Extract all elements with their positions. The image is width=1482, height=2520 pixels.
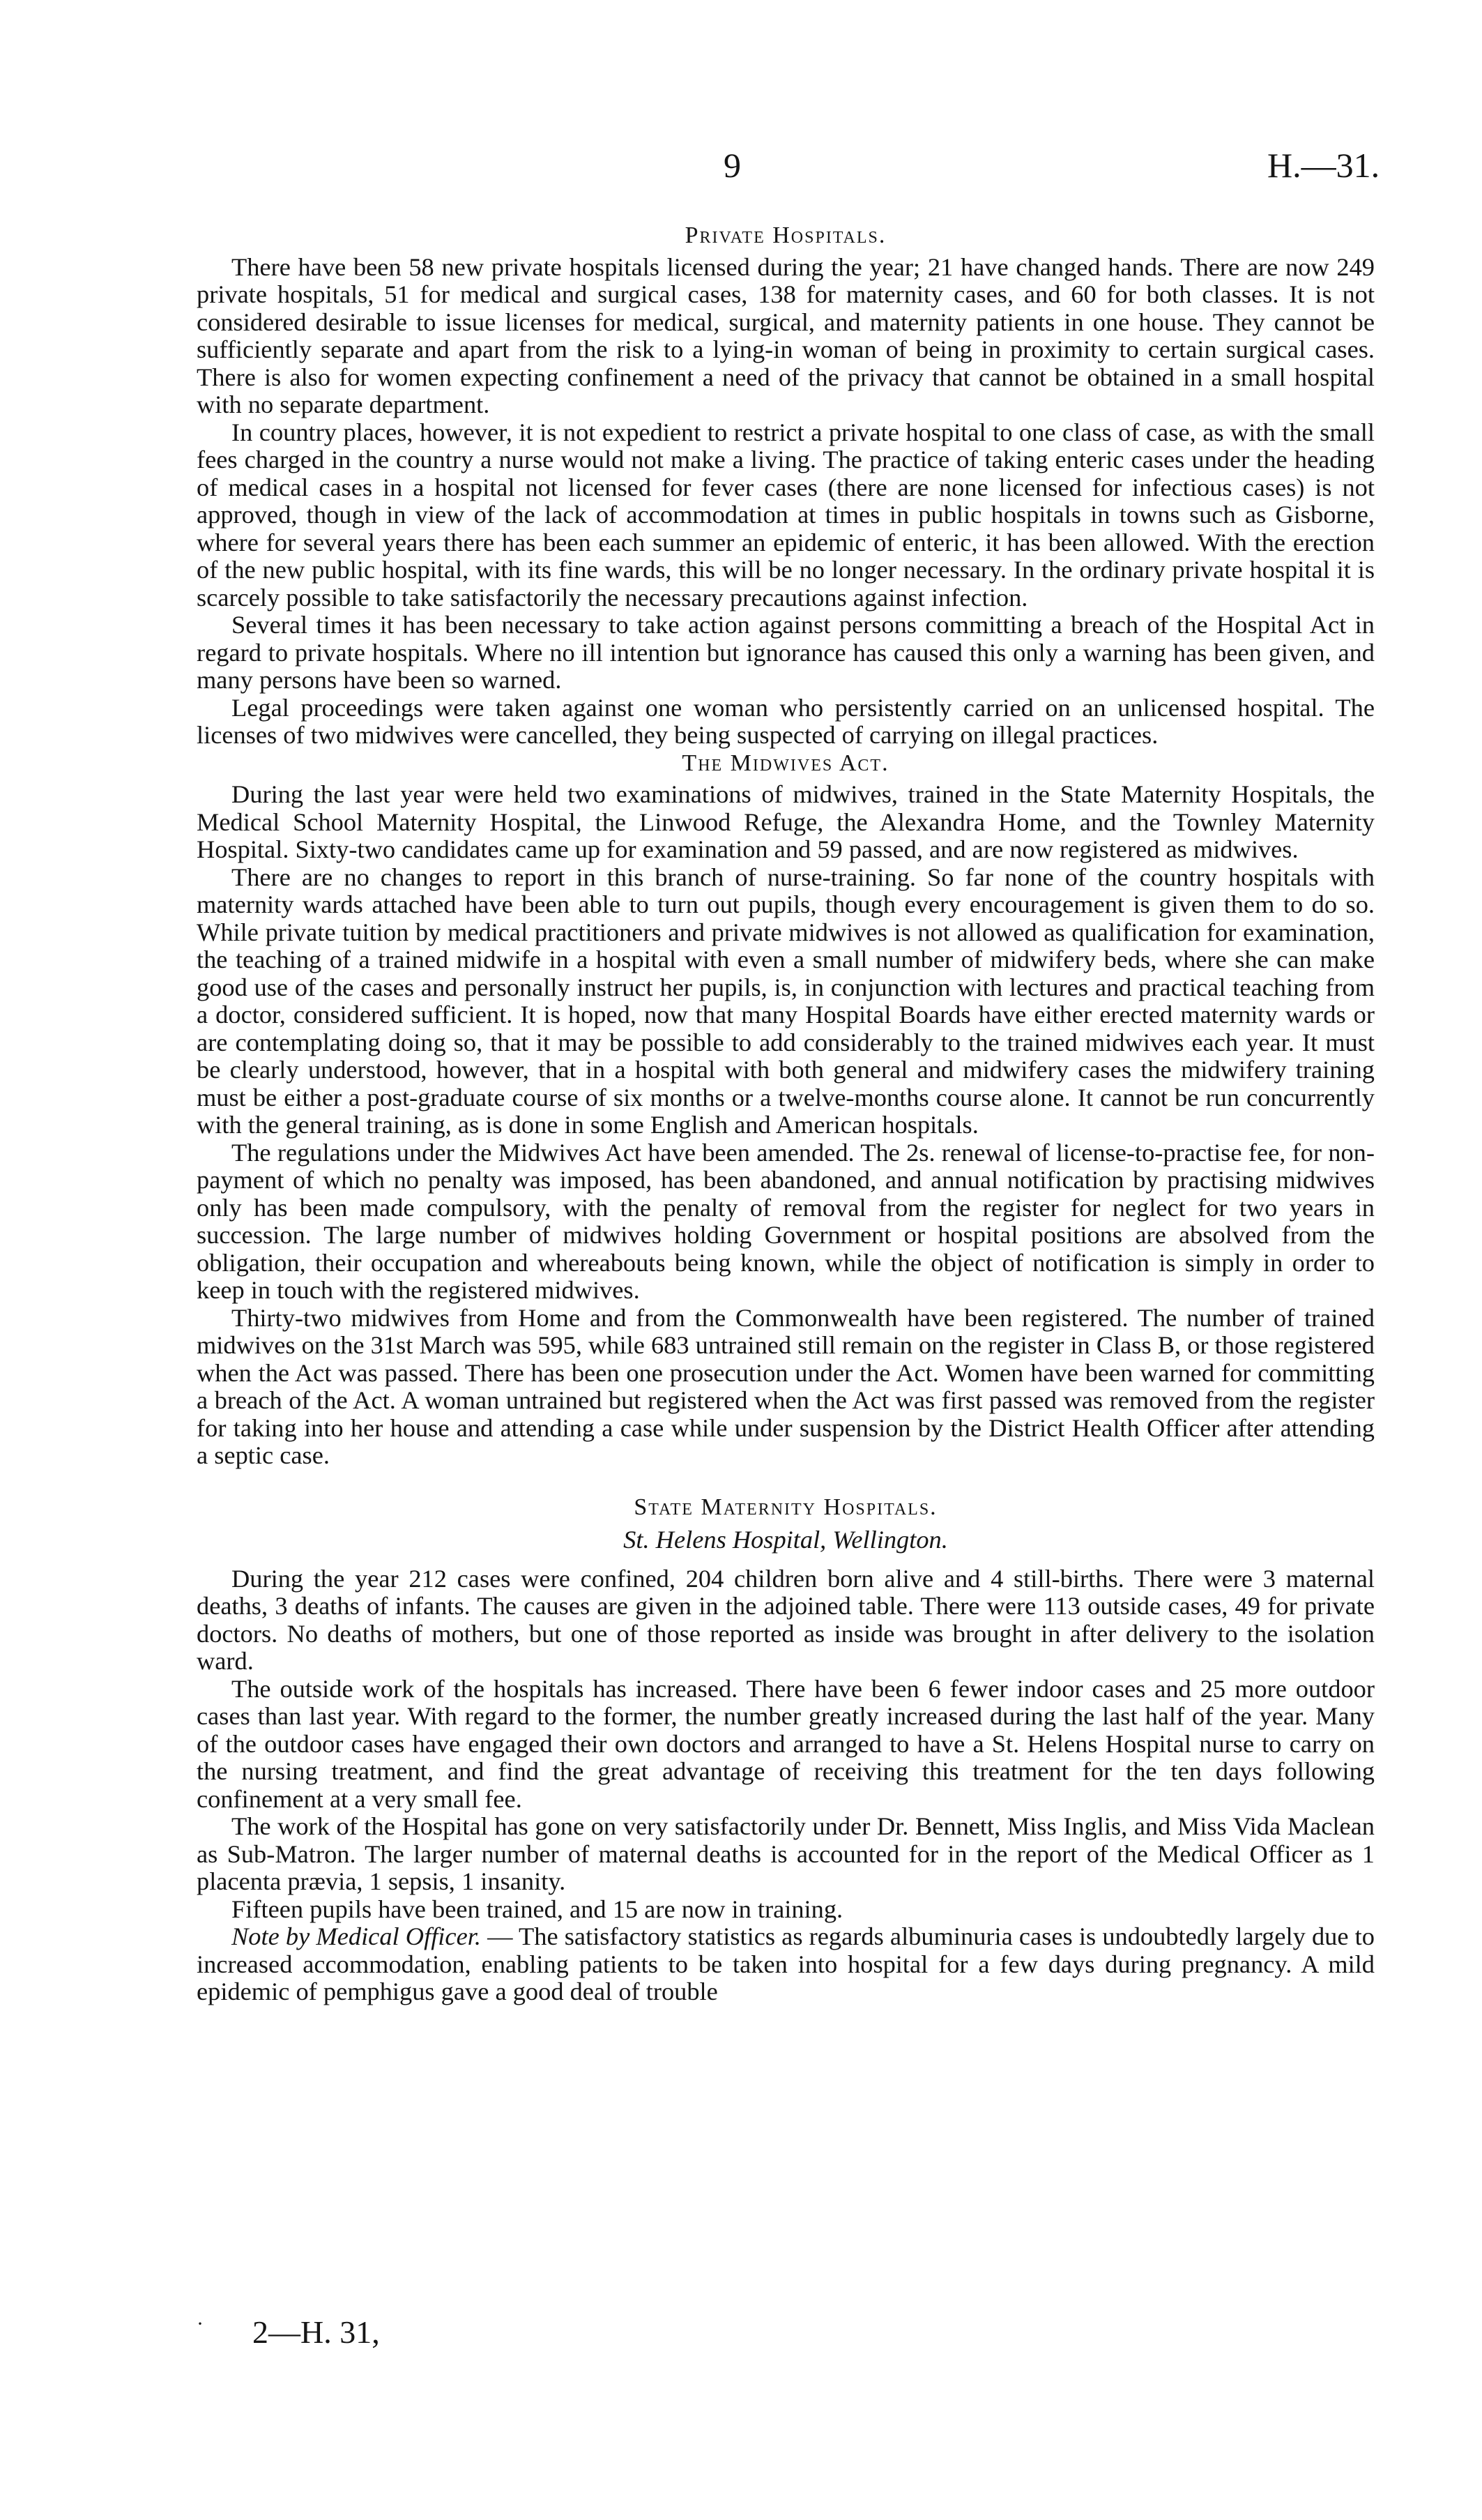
subheading-st-helens: St. Helens Hospital, Wellington. [623, 1526, 948, 1554]
paragraph: The regulations under the Midwives Act have been amended. The 2s. renewal of license-to-practise fee, for non-payment of which no penalty was imposed, has been abandoned, and annual notification by practising midwives only has been made compulsory, with the penalty of removal from the register for neglect for two years in succession. The large number of midwives holding Government or hospital positions are absolved from the obligation, their occupation and whereabouts being known, while the object of notification is simply in order to keep in touch with the registered midwives. [197, 1138, 1375, 1304]
paragraph: During the last year were held two examinations of midwives, trained in the State Maternity Hospitals, the Medical School Maternity Hospital, the Linwood Refuge, the Alexandra Home, and the Townley Maternity Hospital. Sixty-two candidates came up for examination and 59 passed, and are now registered as midwives. [197, 780, 1375, 863]
document-reference: H.—31. [1267, 146, 1380, 185]
note-text: — The satisfactory statistics as regards albuminuria cases is undoubtedly largely due to increased accommodation, enabling patients to be taken into hospital for a few days during pregnancy. A mild epidemic of pemphigus gave a good deal of trouble [197, 1922, 1375, 2005]
paragraph: Legal proceedings were taken against one woman who persistently carried on an unlicensed hospital. The licenses of two midwives were cancelled, they being suspected of carrying on illegal practices. [197, 693, 1375, 749]
paragraph: In country places, however, it is not expedient to restrict a private hospital to one class of case, as with the small fees charged in the country a nurse would not make a living. The practice of taking enteric cases under the heading of medical cases in a hospital not licensed for fever cases (there are none licensed for infectious cases) is not approved, though in view of the lack of accommodation at times in public hospitals in towns such as Gisborne, where for several years there has been each summer an epidemic of enteric, it has been allowed. With the erection of the new public hospital, with its fine wards, this will be no longer necessary. In the ordinary private hospital it is scarcely possible to take satisfactorily the necessary precautions against infection. [197, 418, 1375, 612]
page-number: 9 [724, 146, 741, 185]
paragraph: The work of the Hospital has gone on very satisfactorily under Dr. Bennett, Miss Inglis, and Miss Vida Maclean as Sub-Matron. The larger number of maternal deaths is accounted for in the report of the Medical Officer as 1 placenta prævia, 1 sepsis, 1 insanity. [197, 1812, 1375, 1895]
paragraph: The outside work of the hospitals has increased. There have been 6 fewer indoor cases and 25 more outdoor cases than last year. With regard to the former, the number greatly increased during the last half of the year. Many of the outdoor cases have engaged their own doctors and arranged to have a St. Helens Hospital nurse to carry on the nursing treatment, and find the great advantage of receiving this treatment for the ten days following confinement at a very small fee. [197, 1674, 1375, 1813]
note-label: Note by Medical Officer. [231, 1922, 481, 1950]
document-body [197, 222, 1375, 2006]
paragraph: There are no changes to report in this branch of nurse-training. So far none of the country hospitals with maternity wards attached have been able to turn out pupils, though every encouragement is given them to do so. While private tuition by medical practitioners and private midwives is not allowed as qualification for examination, the teaching of a trained midwife in a hospital with even a small number of midwifery beds, where she can make good use of the cases and personally instruct her pupils, is, in conjunction with lectures and practical teaching from a doctor, considered sufficient. It is hoped, now that many Hospital Boards have either erected maternity wards or are contemplating doing so, that it may be possible to add considerably to the trained midwives each year. It must be clearly understood, however, that in a hospital with both general and midwifery cases the midwifery training must be either a post-graduate course of six months or a twelve-months course alone. It cannot be run concurrently with the general training, as is done in some English and American hospitals. [197, 863, 1375, 1139]
note-paragraph [197, 1923, 1375, 2006]
footer-mark: · [197, 2312, 204, 2335]
paragraph: There have been 58 new private hospitals licensed during the year; 21 have changed hands. There are now 249 private hospitals, 51 for medical and surgical cases, 138 for maternity cases, and 60 for both classes. It is not considered desirable to issue licenses for medical, surgical, and maternity patients in one house. They cannot be sufficiently separate and apart from the risk to a lying-in woman of being in proximity to certain surgical cases. There is also for women expecting confinement a need of the privacy that cannot be obtained in a small hospital with no separate department. [197, 252, 1375, 418]
paragraph: Thirty-two midwives from Home and from the Commonwealth have been registered. The number of trained midwives on the 31st March was 595, while 683 untrained still remain on the register in Class B, or those registered when the Act was passed. There has been one prosecution under the Act. Women have been warned for committing a breach of the Act. A woman untrained but registered when the Act was first passed was removed from the register for taking into her house and attending a case while under suspension by the District Health Officer after attending a septic case. [197, 1303, 1375, 1469]
section-heading-private-hospitals: Private Hospitals. [685, 222, 887, 248]
footer-signature: 2—H. 31, [252, 2314, 380, 2350]
paragraph: During the year 212 cases were confined, 204 children born alive and 4 still-births. There were 3 maternal deaths, 3 deaths of infants. The causes are given in the adjoined table. There were 113 outside cases, 49 for private doctors. No deaths of mothers, but one of those reported as inside was brought in after delivery to the isolation ward. [197, 1564, 1375, 1675]
section-heading-state-maternity-hospitals: State Maternity Hospitals. [634, 1494, 938, 1520]
paragraph: Several times it has been necessary to take action against persons committing a breach of the Hospital Act in regard to private hospitals. Where no ill intention but ignorance has caused this only a warning has been given, and many persons have been so warned. [197, 611, 1375, 694]
section-heading-midwives-act: The Midwives Act. [682, 750, 889, 776]
paragraph: Fifteen pupils have been trained, and 15 are now in training. [231, 1895, 843, 1923]
